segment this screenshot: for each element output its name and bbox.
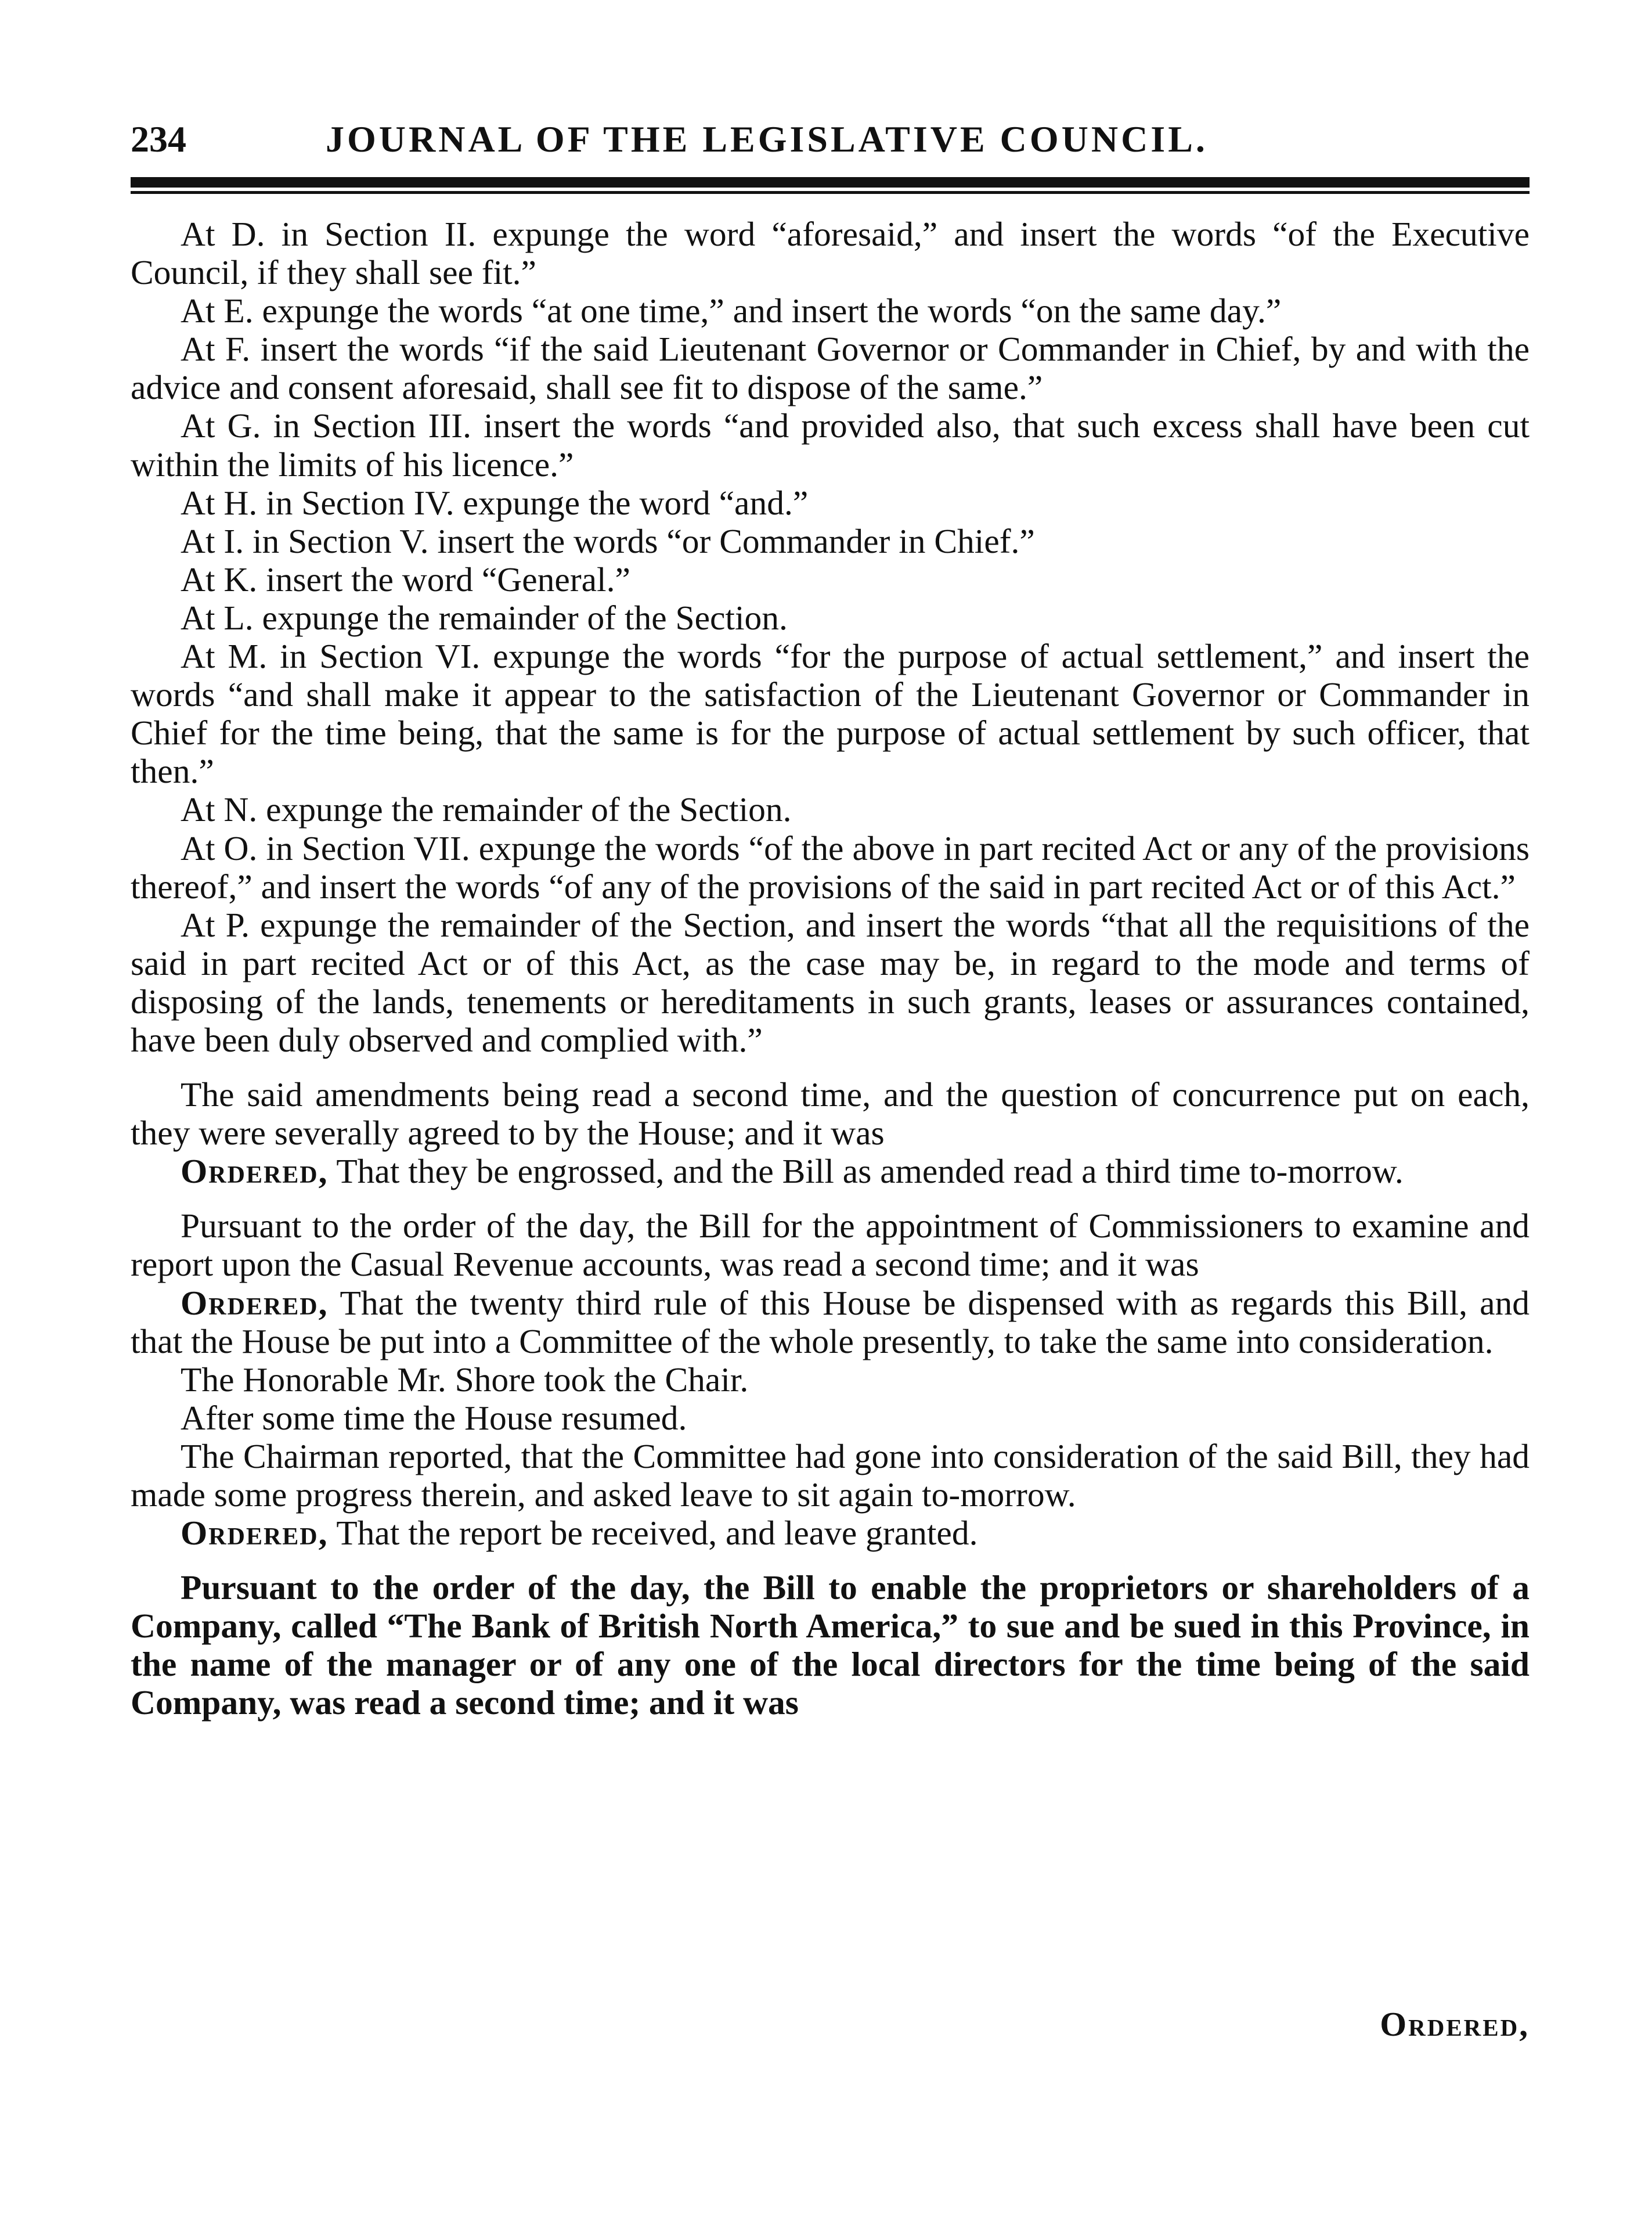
amendment-m: At M. in Section VI. expunge the words “for the purpose of actual settlement,” and insert the words “and shall make it appear to the satisfaction of the Lieutenant Governor or Commander in Chief for the time being, that the same is for the purpose of actual settlement by such officer, that then.”	[131, 637, 1530, 791]
amendment-n: At N. expunge the remainder of the Section.	[181, 790, 792, 829]
ordered-engrossed-paragraph	[131, 1152, 1530, 1190]
amendment-h: At H. in Section IV. expunge the word “and.”	[181, 483, 809, 522]
amendment-l: At L. expunge the remainder of the Section.	[181, 598, 788, 637]
ordered-report-received-paragraph	[131, 1514, 1530, 1552]
chairman-report-paragraph: The Chairman reported, that the Committee had gone into consideration of the said Bill, they had made some progress therein, and asked leave to sit again to-morrow.	[131, 1436, 1530, 1514]
ordered-rule-dispensed-paragraph	[131, 1284, 1530, 1360]
ordered-engrossed-text: That they be engrossed, and the Bill as amended read a third time to-morrow.	[336, 1152, 1404, 1191]
amendment-o: At O. in Section VII. expunge the words “of the above in part recited Act or any of the provisions thereof,” and insert the words “of any of the provisions of the said in part recited Act or of this Act.”	[131, 829, 1530, 906]
ordered-label: Ordered,	[181, 1514, 329, 1553]
header-rule	[131, 177, 1530, 195]
bank-bill-paragraph: Pursuant to the order of the day, the Bill to enable the proprietors or shareholders of a Company, called “The Bank of British North America,” to sue and be sued in this Province, in the name of the manager or of any one of the local directors for the time being of the said Company, was read a second time; and it was	[131, 1568, 1530, 1722]
amendment-d: At D. in Section II. expunge the word “aforesaid,” and insert the words “of the Executive Council, if they shall see fit.”	[131, 215, 1530, 292]
casual-revenue-bill-paragraph: Pursuant to the order of the day, the Bill for the appointment of Commissioners to examine and report upon the Casual Revenue accounts, was read a second time; and it was	[131, 1207, 1530, 1284]
page-number: 234	[131, 118, 186, 160]
amendment-i: At I. in Section V. insert the words “or Commander in Chief.”	[181, 521, 1035, 560]
running-head: JOURNAL OF THE LEGISLATIVE COUNCIL.	[326, 118, 1208, 160]
house-resumed-paragraph: After some time the House resumed.	[181, 1398, 687, 1437]
amendment-e: At E. expunge the words “at one time,” and insert the words “on the same day.”	[181, 291, 1282, 330]
header-rule-thin	[131, 191, 1530, 194]
page-header	[131, 113, 1530, 165]
ordered-label: Ordered,	[181, 1152, 329, 1191]
journal-body	[131, 215, 1530, 1722]
amendments-concurrence-paragraph: The said amendments being read a second time, and the question of concurrence put on each, they were severally agreed to by the House; and it was	[131, 1075, 1530, 1153]
amendment-k: At K. insert the word “General.”	[181, 560, 630, 599]
ordered-report-received-text: That the report be received, and leave granted.	[336, 1514, 978, 1553]
amendment-p: At P. expunge the remainder of the Section, and insert the words “that all the requisitions of the said in part recited Act or of this Act, as the case may be, in regard to the mode and terms of disposing of the lands, tenements or hereditaments in such grants, leases or assurances contained, have been duly observed and complied with.”	[131, 905, 1530, 1059]
ordered-label: Ordered,	[181, 1283, 329, 1322]
catchword: Ordered,	[1380, 2005, 1530, 2043]
header-rule-thick	[131, 177, 1530, 188]
ordered-rule-dispensed-text: That the twenty third rule of this House be dispensed with as regards this Bill, and that the House be put into a Committee of the whole presently, to take the same into consideration.	[131, 1283, 1530, 1360]
shore-chair-paragraph: The Honorable Mr. Shore took the Chair.	[181, 1360, 749, 1399]
amendment-f: At F. insert the words “if the said Lieutenant Governor or Commander in Chief, by and with the advice and consent aforesaid, shall see fit to dispose of the same.”	[131, 330, 1530, 407]
amendment-g: At G. in Section III. insert the words “and provided also, that such excess shall have been cut within the limits of his licence.”	[131, 406, 1530, 484]
